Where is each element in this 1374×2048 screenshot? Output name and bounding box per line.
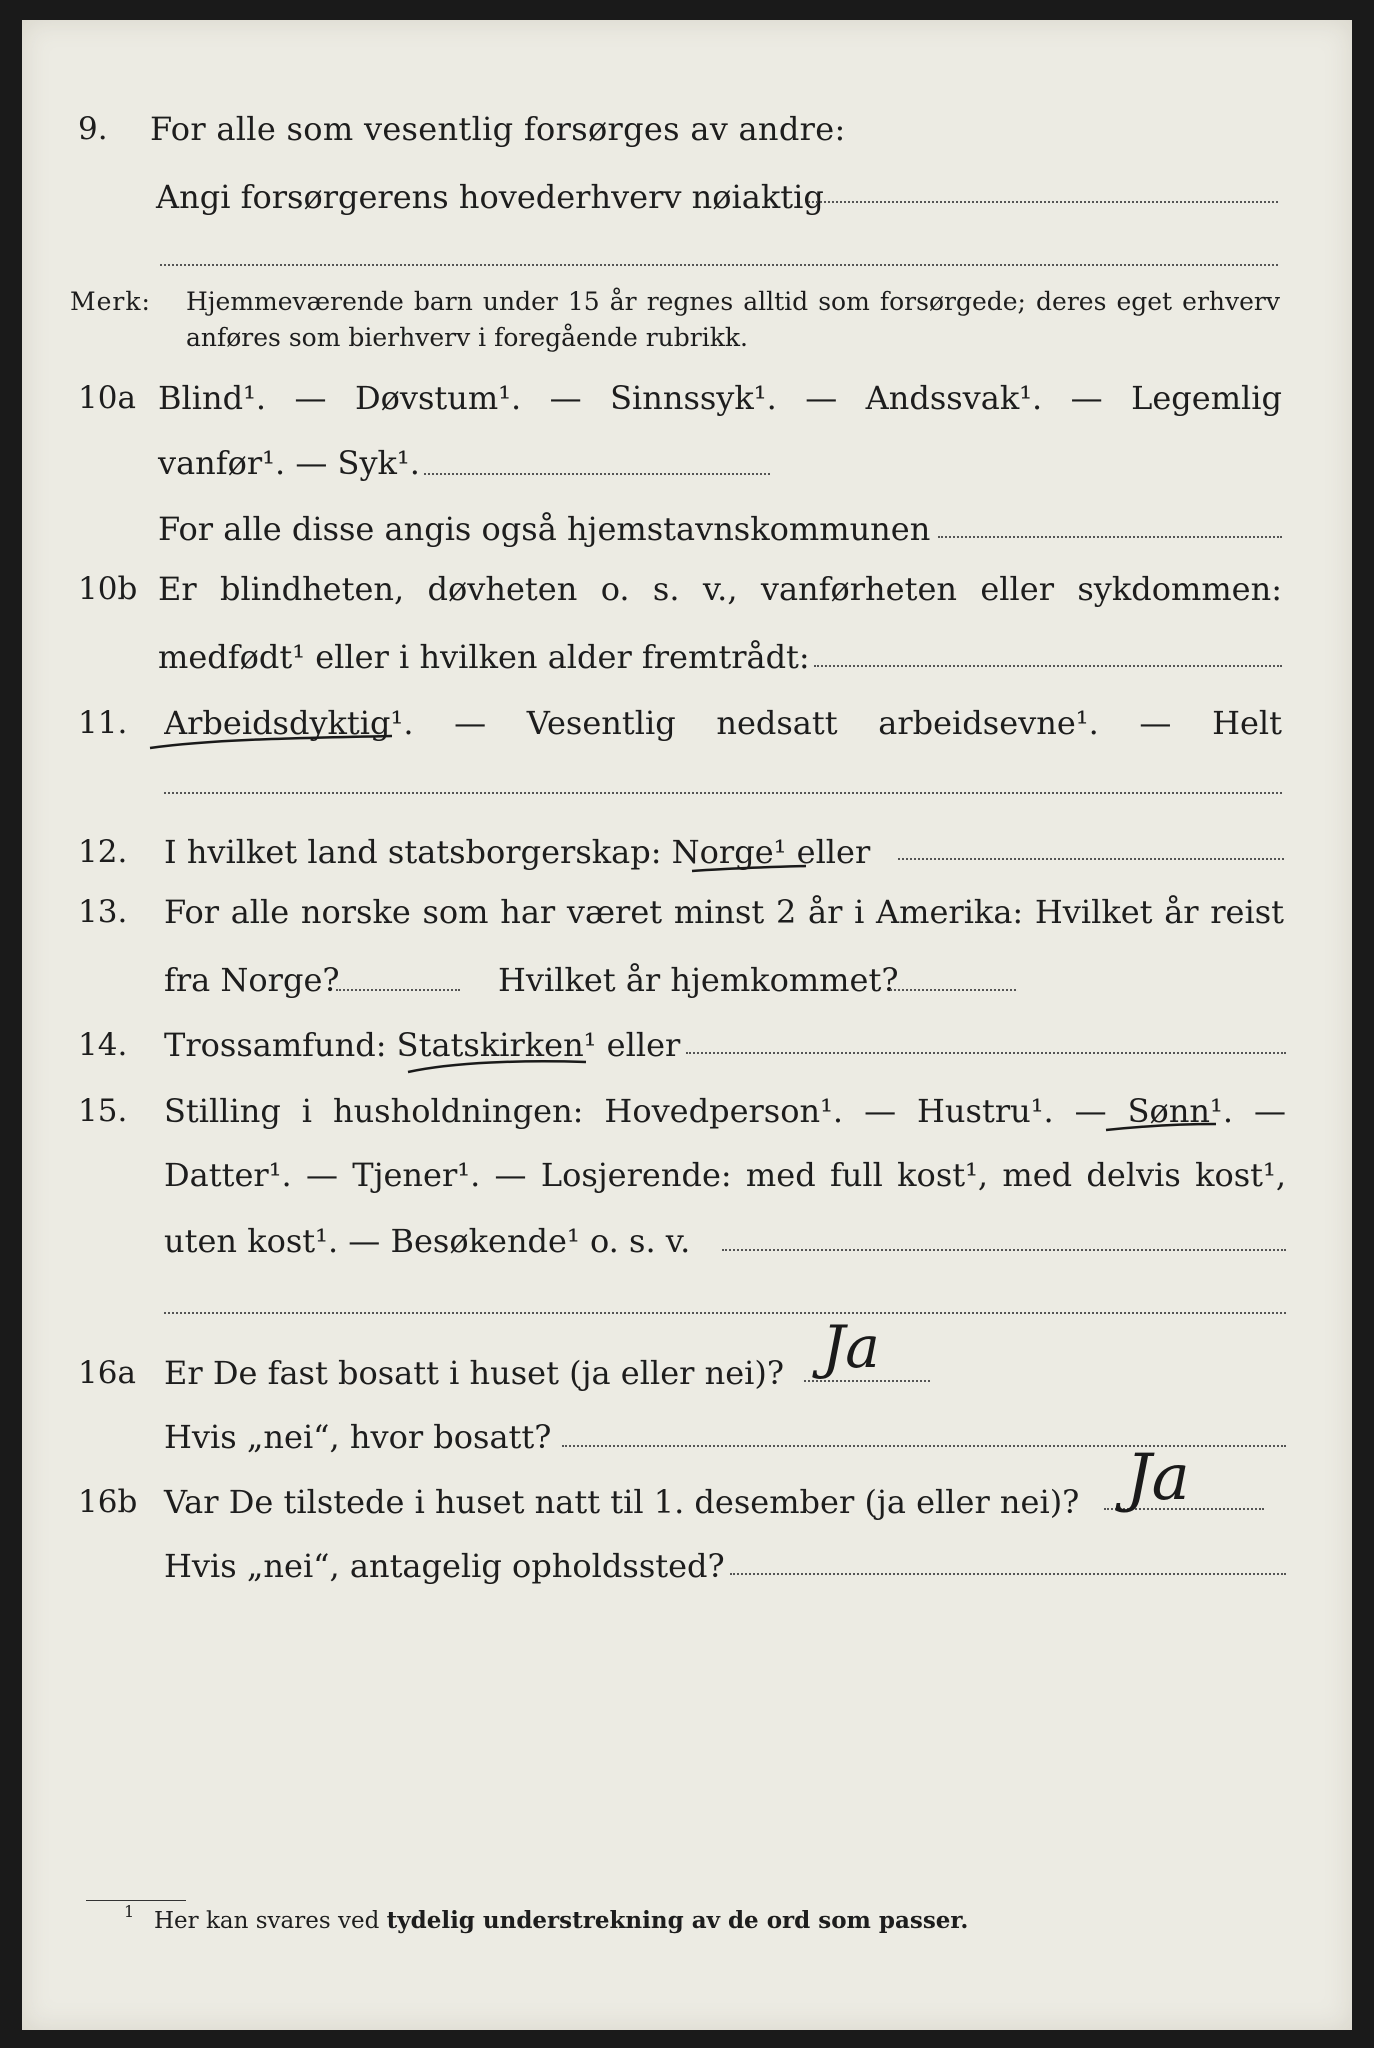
q15-number: 15. <box>78 1093 128 1129</box>
q9-line2: Angi forsørgerens hovederhverv nøiaktig <box>156 178 824 216</box>
q16b-opholdssted-answer-line[interactable] <box>730 1573 1286 1575</box>
q12-underline-mark <box>690 862 810 876</box>
q16b-line2: Hvis „nei“, antagelig opholdssted? <box>164 1547 725 1585</box>
q9-line1: For alle som vesentlig forsørges av andre: <box>150 110 846 148</box>
q12-number: 12. <box>78 834 128 870</box>
q15-underline-mark <box>1104 1116 1220 1136</box>
merk-label: Merk: <box>70 287 151 316</box>
q10a-line3: For alle disse angis også hjemstavnskommunen <box>158 510 931 548</box>
q13-reist-answer-line[interactable] <box>336 989 460 991</box>
q13-line1: For alle norske som har været minst 2 år i Amerika: Hvilket år reist <box>164 893 1284 931</box>
q14-answer-line[interactable] <box>686 1052 1286 1054</box>
q13-line2a: fra Norge? <box>164 961 340 999</box>
footnote-text <box>154 1904 968 1938</box>
footnote-divider <box>86 1900 186 1901</box>
footnote-text-plain: Her kan svares ved <box>154 1908 387 1934</box>
q9-answer-line[interactable] <box>808 201 1278 203</box>
q12-answer-line[interactable] <box>898 858 1284 860</box>
merk-text: Hjemmeværende barn under 15 år regnes alltid som forsørgede; deres eget erhverv anføres som bierhverv i foregående rubrikk. <box>186 287 1280 352</box>
q13-number: 13. <box>78 894 128 930</box>
q15-answer-line-2[interactable] <box>164 1312 1286 1314</box>
q11-line1: Arbeidsdyktig¹. — Vesentlig nedsatt arbeidsevne¹. — Helt <box>164 704 1282 742</box>
q16a-number: 16a <box>78 1355 136 1391</box>
q16b-handwritten-answer: Ja <box>1126 1441 1190 1515</box>
q10a-line2: vanfør¹. — Syk¹. <box>158 444 420 482</box>
q11-answer-line[interactable] <box>164 792 1282 794</box>
q10a-number: 10a <box>78 380 136 416</box>
q10a-line1: Blind¹. — Døvstum¹. — Sinnssyk¹. — Andssvak¹. — Legemlig <box>158 379 1282 417</box>
q16b-number: 16b <box>78 1484 138 1520</box>
q10b-line2: medfødt¹ eller i hvilken alder fremtrådt: <box>158 638 810 676</box>
q10a-answer-line[interactable] <box>424 473 770 475</box>
q14-line1: Trossamfund: Statskirken¹ eller <box>164 1026 681 1064</box>
q15-answer-line[interactable] <box>722 1249 1286 1251</box>
q9-number: 9. <box>78 111 108 147</box>
q11-number: 11. <box>78 705 128 741</box>
footnote-mark: 1 <box>124 1902 135 1921</box>
q15-line2: Datter¹. — Tjener¹. — Losjerende: med full kost¹, med delvis kost¹, <box>164 1156 1286 1194</box>
q12-line1: I hvilket land statsborgerskap: Norge¹ eller <box>164 833 871 871</box>
q14-underline-mark <box>404 1054 590 1078</box>
q10a-home-answer-line[interactable] <box>938 536 1282 538</box>
q14-number: 14. <box>78 1027 128 1063</box>
q9-answer-line-2[interactable] <box>160 264 1278 266</box>
q10b-answer-line[interactable] <box>814 665 1282 667</box>
footnote-text-bold: tydelig understrekning av de ord som passer. <box>386 1907 969 1934</box>
q13-line2b: Hvilket år hjemkommet? <box>498 961 899 999</box>
q10b-number: 10b <box>78 571 138 607</box>
q16a-handwritten-answer: Ja <box>822 1313 880 1381</box>
q11-underline-mark <box>146 728 396 754</box>
q16a-line2: Hvis „nei“, hvor bosatt? <box>164 1418 552 1456</box>
q16a-line1: Er De fast bosatt i huset (ja eller nei)? <box>164 1354 785 1392</box>
q15-line1: Stilling i husholdningen: Hovedperson¹. — Hustru¹. — Sønn¹. — <box>164 1092 1286 1130</box>
q10b-line1: Er blindheten, døvheten o. s. v., vanførheten eller sykdommen: <box>158 570 1282 608</box>
q16b-line1: Var De tilstede i huset natt til 1. desember (ja eller nei)? <box>164 1483 1080 1521</box>
q15-line3: uten kost¹. — Besøkende¹ o. s. v. <box>164 1222 691 1260</box>
q13-hjemkommet-answer-line[interactable] <box>890 989 1016 991</box>
